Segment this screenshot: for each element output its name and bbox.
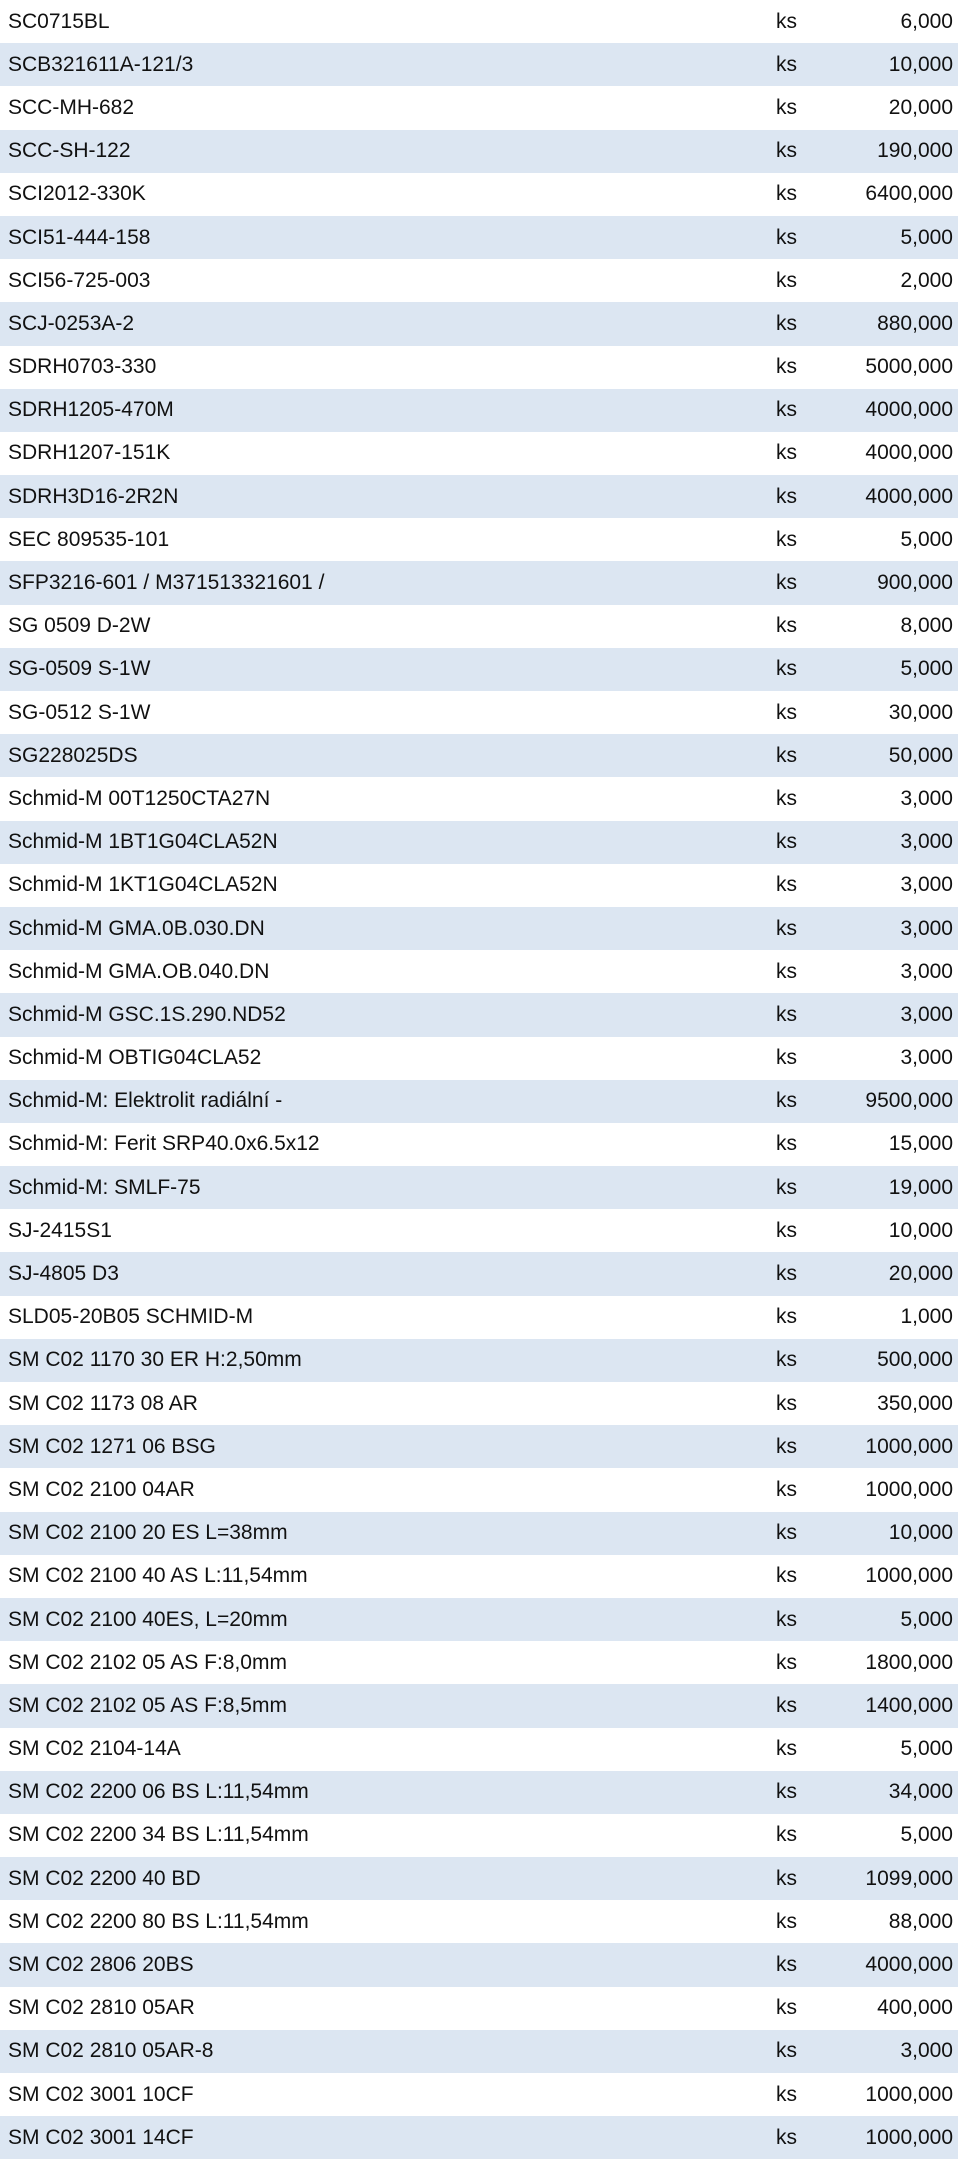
table-row (0, 1382, 958, 1425)
unit-cell: ks (768, 389, 836, 432)
table-row (0, 1641, 958, 1684)
table-row (0, 475, 958, 518)
quantity-cell: 1000,000 (865, 1564, 953, 1588)
table-row (0, 1684, 958, 1727)
unit-cell: ks (768, 1857, 836, 1900)
table-row (0, 173, 958, 216)
table-row (0, 605, 958, 648)
item-name-cell: SM C02 2200 06 BS L:11,54mm (0, 1771, 768, 1814)
item-name-cell: SJ-2415S1 (8, 1218, 112, 1242)
quantity-cell: 3,000 (836, 993, 958, 1036)
quantity-cell: 1400,000 (836, 1684, 958, 1727)
item-name-cell: SM C02 2100 40ES, L=20mm (0, 1598, 768, 1641)
unit-cell: ks (768, 1771, 836, 1814)
quantity-cell: 10,000 (836, 1512, 958, 1555)
item-name-cell: Schmid-M GMA.OB.040.DN (8, 959, 270, 983)
quantity-cell: 8,000 (900, 614, 953, 638)
unit-cell: ks (768, 1252, 836, 1295)
item-name-cell: SDRH0703-330 (8, 355, 157, 379)
quantity-cell: 6,000 (900, 9, 953, 33)
item-name-cell: SC0715BL (8, 9, 110, 33)
quantity-cell: 1000,000 (836, 1425, 958, 1468)
quantity-cell: 500,000 (836, 1339, 958, 1382)
item-name-cell: SJ-4805 D3 (0, 1252, 768, 1295)
table-row (0, 1296, 958, 1339)
table-row (0, 1037, 958, 1080)
unit-cell: ks (776, 873, 797, 897)
table-row (0, 1900, 958, 1943)
unit-cell: ks (776, 1737, 797, 1761)
table-row (0, 950, 958, 993)
quantity-cell: 5,000 (900, 1823, 953, 1847)
quantity-cell: 880,000 (836, 302, 958, 345)
unit-cell: ks (776, 1909, 797, 1933)
table-row (0, 1598, 958, 1641)
quantity-cell: 3,000 (900, 959, 953, 983)
quantity-cell: 50,000 (836, 734, 958, 777)
table-row (0, 2116, 958, 2159)
item-name-cell: SFP3216-601 / M371513321601 / (0, 561, 768, 604)
unit-cell: ks (776, 1046, 797, 1070)
table-row (0, 821, 958, 864)
quantity-cell: 350,000 (877, 1391, 953, 1415)
unit-cell: ks (776, 959, 797, 983)
unit-cell: ks (776, 1996, 797, 2020)
table-row (0, 259, 958, 302)
item-name-cell: SCC-SH-122 (0, 130, 768, 173)
table-row (0, 216, 958, 259)
item-name-cell: Schmid-M: SMLF-75 (0, 1166, 768, 1209)
item-name-cell: SCJ-0253A-2 (0, 302, 768, 345)
item-name-cell: SDRH3D16-2R2N (0, 475, 768, 518)
quantity-cell: 1000,000 (865, 1477, 953, 1501)
item-name-cell: SM C02 1271 06 BSG (0, 1425, 768, 1468)
item-name-cell: Schmid-M OBTIG04CLA52 (8, 1046, 262, 1070)
item-name-cell: SG 0509 D-2W (8, 614, 151, 638)
item-name-cell: SM C02 2200 80 BS L:11,54mm (8, 1909, 309, 1933)
table-row (0, 0, 958, 43)
unit-cell: ks (776, 441, 797, 465)
unit-cell: ks (768, 2116, 836, 2159)
item-name-cell: SG-0509 S-1W (0, 648, 768, 691)
table-row (0, 1252, 958, 1295)
unit-cell: ks (768, 1512, 836, 1555)
quantity-cell: 400,000 (877, 1996, 953, 2020)
table-row (0, 1080, 958, 1123)
unit-cell: ks (768, 993, 836, 1036)
quantity-cell: 900,000 (836, 561, 958, 604)
item-name-cell: SCI51-444-158 (0, 216, 768, 259)
unit-cell: ks (776, 1823, 797, 1847)
unit-cell: ks (776, 355, 797, 379)
table-row (0, 1512, 958, 1555)
table-row (0, 389, 958, 432)
table-row (0, 648, 958, 691)
unit-cell: ks (768, 302, 836, 345)
item-name-cell: Schmid-M GMA.0B.030.DN (0, 907, 768, 950)
table-row (0, 1339, 958, 1382)
unit-cell: ks (768, 2030, 836, 2073)
unit-cell: ks (768, 1598, 836, 1641)
item-name-cell: SM C02 3001 10CF (8, 2082, 194, 2106)
quantity-cell: 10,000 (836, 43, 958, 86)
table-row (0, 864, 958, 907)
unit-cell: ks (776, 182, 797, 206)
table-row (0, 561, 958, 604)
item-name-cell: SG228025DS (0, 734, 768, 777)
unit-cell: ks (768, 1080, 836, 1123)
quantity-cell: 88,000 (888, 1909, 953, 1933)
unit-cell: ks (768, 216, 836, 259)
table-row (0, 1857, 958, 1900)
quantity-cell: 2,000 (900, 268, 953, 292)
item-name-cell: SEC 809535-101 (8, 527, 170, 551)
item-name-cell: SCC-MH-682 (8, 95, 135, 119)
item-name-cell: SDRH1205-470M (0, 389, 768, 432)
unit-cell: ks (776, 1564, 797, 1588)
unit-cell: ks (768, 1684, 836, 1727)
unit-cell: ks (776, 1391, 797, 1415)
quantity-cell: 19,000 (836, 1166, 958, 1209)
table-row (0, 130, 958, 173)
table-row (0, 1209, 958, 1252)
unit-cell: ks (768, 1425, 836, 1468)
table-row (0, 1814, 958, 1857)
quantity-cell: 3,000 (900, 786, 953, 810)
item-name-cell: SCB321611A-121/3 (0, 43, 768, 86)
table-row (0, 1123, 958, 1166)
quantity-cell: 3,000 (836, 821, 958, 864)
quantity-cell: 5,000 (900, 1737, 953, 1761)
table-row (0, 777, 958, 820)
table-row (0, 691, 958, 734)
table-row (0, 734, 958, 777)
quantity-cell: 3,000 (836, 2030, 958, 2073)
table-row (0, 302, 958, 345)
table-row (0, 1987, 958, 2030)
table-row (0, 1468, 958, 1511)
table-row (0, 1728, 958, 1771)
quantity-cell: 5000,000 (865, 355, 953, 379)
unit-cell: ks (768, 1166, 836, 1209)
table-row (0, 346, 958, 389)
item-name-cell: Schmid-M 1BT1G04CLA52N (0, 821, 768, 864)
table-row (0, 518, 958, 561)
unit-cell: ks (768, 1339, 836, 1382)
item-name-cell: Schmid-M: Ferit SRP40.0x6.5x12 (8, 1132, 320, 1156)
item-name-cell: SM C02 2104-14A (8, 1737, 181, 1761)
unit-cell: ks (768, 648, 836, 691)
table-row (0, 432, 958, 475)
quantity-cell: 20,000 (888, 95, 953, 119)
quantity-cell: 3,000 (900, 873, 953, 897)
item-name-cell: SM C02 1173 08 AR (8, 1391, 198, 1415)
item-name-cell: SM C02 2100 20 ES L=38mm (0, 1512, 768, 1555)
unit-cell: ks (776, 268, 797, 292)
unit-cell: ks (776, 786, 797, 810)
table-row (0, 1943, 958, 1986)
quantity-cell: 1,000 (900, 1305, 953, 1329)
item-name-cell: Schmid-M 00T1250CTA27N (8, 786, 271, 810)
unit-cell: ks (768, 821, 836, 864)
unit-cell: ks (768, 43, 836, 86)
unit-cell: ks (776, 614, 797, 638)
quantity-cell: 1800,000 (865, 1650, 953, 1674)
quantity-cell: 5,000 (836, 1598, 958, 1641)
item-name-cell: SLD05-20B05 SCHMID-M (8, 1305, 254, 1329)
unit-cell: ks (776, 1132, 797, 1156)
table-row (0, 1425, 958, 1468)
quantity-cell: 4000,000 (836, 1943, 958, 1986)
unit-cell: ks (768, 734, 836, 777)
table-row (0, 1555, 958, 1598)
unit-cell: ks (776, 1650, 797, 1674)
item-name-cell: SM C02 2102 05 AS F:8,5mm (0, 1684, 768, 1727)
item-name-cell: SM C02 2810 05AR-8 (0, 2030, 768, 2073)
item-name-cell: SDRH1207-151K (8, 441, 171, 465)
item-name-cell: Schmid-M GSC.1S.290.ND52 (0, 993, 768, 1036)
unit-cell: ks (776, 700, 797, 724)
quantity-cell: 1099,000 (836, 1857, 958, 1900)
table-row (0, 1166, 958, 1209)
quantity-cell: 10,000 (888, 1218, 953, 1242)
quantity-cell: 34,000 (836, 1771, 958, 1814)
item-name-cell: SM C02 2100 04AR (8, 1477, 195, 1501)
quantity-cell: 20,000 (836, 1252, 958, 1295)
item-name-cell: SM C02 1170 30 ER H:2,50mm (0, 1339, 768, 1382)
table-row (0, 993, 958, 1036)
item-name-cell: SM C02 2100 40 AS L:11,54mm (8, 1564, 308, 1588)
item-name-cell: Schmid-M 1KT1G04CLA52N (8, 873, 278, 897)
unit-cell: ks (768, 475, 836, 518)
item-name-cell: SM C02 2806 20BS (0, 1943, 768, 1986)
item-name-cell: SM C02 2200 40 BD (0, 1857, 768, 1900)
item-name-cell: SG-0512 S-1W (8, 700, 151, 724)
quantity-cell: 5,000 (836, 216, 958, 259)
item-name-cell: SCI56-725-003 (8, 268, 151, 292)
table-row (0, 43, 958, 86)
item-name-cell: SM C02 2200 34 BS L:11,54mm (8, 1823, 309, 1847)
quantity-cell: 15,000 (888, 1132, 953, 1156)
quantity-cell: 3,000 (836, 907, 958, 950)
unit-cell: ks (776, 2082, 797, 2106)
quantity-cell: 4000,000 (836, 389, 958, 432)
table-row (0, 1771, 958, 1814)
quantity-cell: 5,000 (836, 648, 958, 691)
table-row (0, 86, 958, 129)
unit-cell: ks (768, 561, 836, 604)
item-name-cell: SM C02 2810 05AR (8, 1996, 195, 2020)
unit-cell: ks (776, 1218, 797, 1242)
unit-cell: ks (776, 9, 797, 33)
item-name-cell: SM C02 3001 14CF (0, 2116, 768, 2159)
item-name-cell: SCI2012-330K (8, 182, 146, 206)
table-row (0, 907, 958, 950)
item-name-cell: SM C02 2102 05 AS F:8,0mm (8, 1650, 287, 1674)
unit-cell: ks (776, 527, 797, 551)
unit-cell: ks (768, 130, 836, 173)
quantity-cell: 4000,000 (836, 475, 958, 518)
unit-cell: ks (768, 1943, 836, 1986)
quantity-cell: 1000,000 (865, 2082, 953, 2106)
quantity-cell: 190,000 (836, 130, 958, 173)
unit-cell: ks (776, 1305, 797, 1329)
quantity-cell: 9500,000 (836, 1080, 958, 1123)
table-row (0, 2030, 958, 2073)
item-name-cell: Schmid-M: Elektrolit radiální - (0, 1080, 768, 1123)
quantity-cell: 5,000 (900, 527, 953, 551)
quantity-cell: 3,000 (900, 1046, 953, 1070)
quantity-cell: 30,000 (888, 700, 953, 724)
unit-cell: ks (776, 95, 797, 119)
unit-cell: ks (768, 907, 836, 950)
quantity-cell: 1000,000 (836, 2116, 958, 2159)
quantity-cell: 6400,000 (865, 182, 953, 206)
table-row (0, 2073, 958, 2116)
unit-cell: ks (776, 1477, 797, 1501)
quantity-cell: 4000,000 (865, 441, 953, 465)
